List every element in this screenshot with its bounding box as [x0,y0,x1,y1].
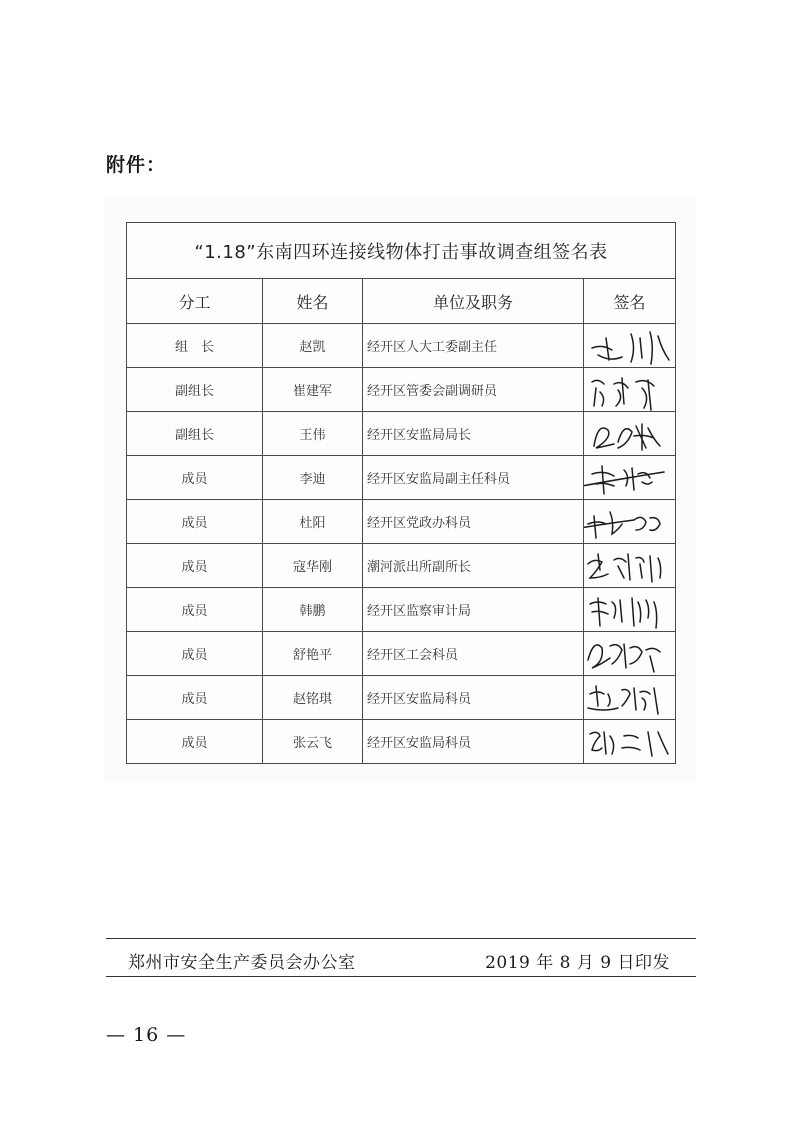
unit-cell: 经开区人大工委副主任 [363,324,584,368]
role-cell: 副组长 [127,368,263,412]
signature-table [126,222,676,764]
unit-cell: 经开区安监局科员 [363,720,584,764]
header-role: 分工 [127,279,263,324]
table-row [127,544,676,588]
name-cell: 崔建军 [263,368,363,412]
unit-cell: 经开区党政办科员 [363,500,584,544]
role-cell: 成员 [127,588,263,632]
role-cell: 副组长 [127,412,263,456]
handwritten-signature [584,676,676,720]
unit-cell: 经开区监察审计局 [363,588,584,632]
role-cell: 成员 [127,500,263,544]
page-number: — 16 — [106,1024,187,1046]
name-cell: 寇华刚 [263,544,363,588]
table-row [127,632,676,676]
role-cell: 组 长 [127,324,263,368]
handwritten-signature [584,632,676,676]
name-cell: 杜阳 [263,500,363,544]
name-cell: 舒艳平 [263,632,363,676]
handwritten-signature [584,412,676,456]
unit-cell: 经开区安监局副主任科员 [363,456,584,500]
footer-issuer: 郑州市安全生产委员会办公室 [128,953,356,973]
handwritten-signature [584,500,676,544]
table-row [127,456,676,500]
footer-bottom-rule [106,976,696,977]
role-cell: 成员 [127,676,263,720]
table-row [127,588,676,632]
handwritten-signature [584,324,676,368]
header-name: 姓名 [263,279,363,324]
footer-top-rule [106,938,696,939]
unit-cell: 潮河派出所副所长 [363,544,584,588]
handwritten-signature [584,544,676,588]
table-row [127,720,676,764]
role-cell: 成员 [127,632,263,676]
name-cell: 张云飞 [263,720,363,764]
name-cell: 赵凯 [263,324,363,368]
unit-cell: 经开区安监局局长 [363,412,584,456]
name-cell: 赵铭琪 [263,676,363,720]
table-row [127,500,676,544]
handwritten-signature [584,720,676,764]
unit-cell: 经开区安监局科员 [363,676,584,720]
table-row [127,676,676,720]
table-row [127,412,676,456]
handwritten-signature [584,368,676,412]
handwritten-signature [584,456,676,500]
table-row [127,368,676,412]
name-cell: 韩鹏 [263,588,363,632]
role-cell: 成员 [127,456,263,500]
handwritten-signature [584,588,676,632]
role-cell: 成员 [127,720,263,764]
attachment-label: 附件： [106,154,167,176]
table-title: “1.18”东南四环连接线物体打击事故调查组签名表 [127,223,676,279]
role-cell: 成员 [127,544,263,588]
unit-cell: 经开区管委会副调研员 [363,368,584,412]
name-cell: 王伟 [263,412,363,456]
name-cell: 李迪 [263,456,363,500]
unit-cell: 经开区工会科员 [363,632,584,676]
header-signature: 签名 [584,279,676,324]
table-row [127,324,676,368]
header-unit: 单位及职务 [363,279,584,324]
footer-issue-date: 2019 年 8 月 9 日印发 [485,953,670,973]
